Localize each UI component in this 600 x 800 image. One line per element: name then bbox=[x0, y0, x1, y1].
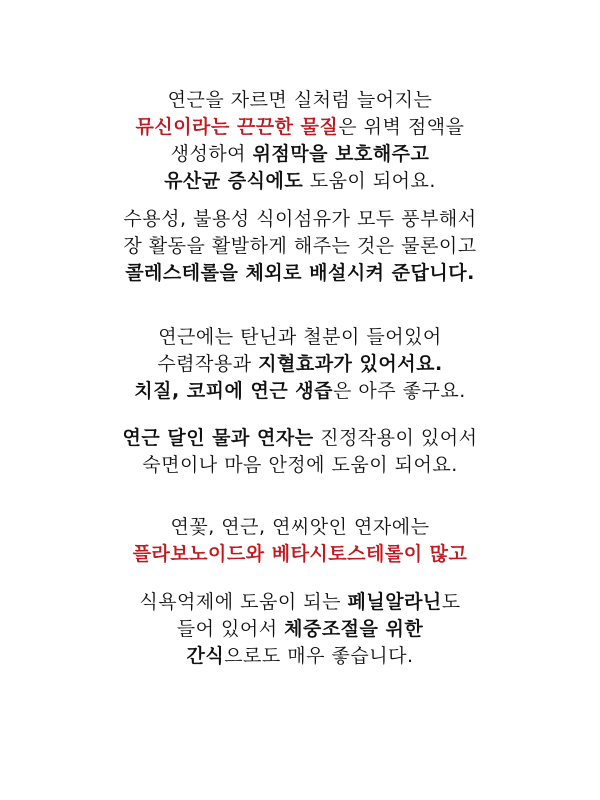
text-segment: 으로도 매우 좋습니다. bbox=[224, 645, 414, 667]
text-segment: 연근에는 탄닌과 철분이 들어있어 bbox=[158, 326, 442, 348]
text-segment: 생성하여 bbox=[170, 143, 253, 165]
text-segment: 장 활동을 활발하게 해주는 것은 물론이고 bbox=[123, 235, 477, 257]
text-segment: 은 위벽 점액을 bbox=[338, 116, 465, 138]
paragraph-4-line-1 bbox=[0, 424, 600, 452]
paragraph-1-line-1 bbox=[0, 86, 600, 114]
text-segment: 도 bbox=[441, 591, 461, 613]
bold-text-segment: 페닐알라닌 bbox=[347, 591, 442, 613]
bold-text-segment: 간식 bbox=[186, 645, 225, 667]
text-segment: 식욕억제에 도움이 되는 bbox=[139, 591, 348, 613]
paragraph-3-line-3 bbox=[0, 377, 600, 405]
paragraph-6-line-3 bbox=[0, 642, 600, 670]
bold-text-segment: 지혈효과가 있어서요. bbox=[258, 353, 443, 375]
highlight-text-flavonoid: 플라보노이드와 베타시토스테롤이 많고 bbox=[132, 543, 468, 565]
bold-text-segment: 위점막을 보호해주고 bbox=[252, 143, 430, 165]
paragraph-5-line-1 bbox=[0, 513, 600, 541]
text-segment: 연근을 자르면 실처럼 늘어지는 bbox=[167, 89, 433, 111]
paragraph-4-line-2 bbox=[0, 451, 600, 479]
paragraph-2-line-3 bbox=[0, 259, 600, 287]
text-segment: 도움이 되어요. bbox=[303, 170, 436, 192]
paragraph-3-line-1 bbox=[0, 323, 600, 351]
text-segment: 숙면이나 마음 안정에 도움이 되어요. bbox=[142, 454, 458, 476]
text-segment: 진정작용이 있어서 bbox=[313, 427, 478, 449]
text-segment: 수용성, 불용성 식이섬유가 모두 풍부해서 bbox=[123, 208, 477, 230]
bold-text-segment: 치질, 코피에 연근 생즙 bbox=[134, 380, 333, 402]
text-segment: 수렴작용과 bbox=[157, 353, 259, 375]
paragraph-1-line-3 bbox=[0, 140, 600, 168]
paragraph-6-line-1 bbox=[0, 588, 600, 616]
paragraph-1-line-2 bbox=[0, 113, 600, 141]
paragraph-6-line-2 bbox=[0, 615, 600, 643]
text-segment: 연꽃, 연근, 연씨앗인 연자에는 bbox=[170, 516, 430, 538]
bold-text-segment: 연근 달인 물과 연자는 bbox=[122, 427, 314, 449]
bold-text-segment: 유산균 증식에도 bbox=[164, 170, 304, 192]
paragraph-2-line-1 bbox=[0, 205, 600, 233]
paragraph-5-line-2 bbox=[0, 540, 600, 568]
paragraph-1-line-4 bbox=[0, 167, 600, 195]
bold-text-segment: 콜레스테롤을 체외로 배설시켜 준답니다. bbox=[125, 262, 475, 284]
paragraph-2-line-2 bbox=[0, 232, 600, 260]
text-segment: 은 아주 좋구요. bbox=[333, 380, 466, 402]
bold-text-segment: 체중조절을 위한 bbox=[284, 618, 424, 640]
text-segment: 들어 있어서 bbox=[176, 618, 285, 640]
paragraph-3-line-2 bbox=[0, 350, 600, 378]
highlight-text-mucin: 뮤신이라는 끈끈한 물질 bbox=[135, 116, 339, 138]
